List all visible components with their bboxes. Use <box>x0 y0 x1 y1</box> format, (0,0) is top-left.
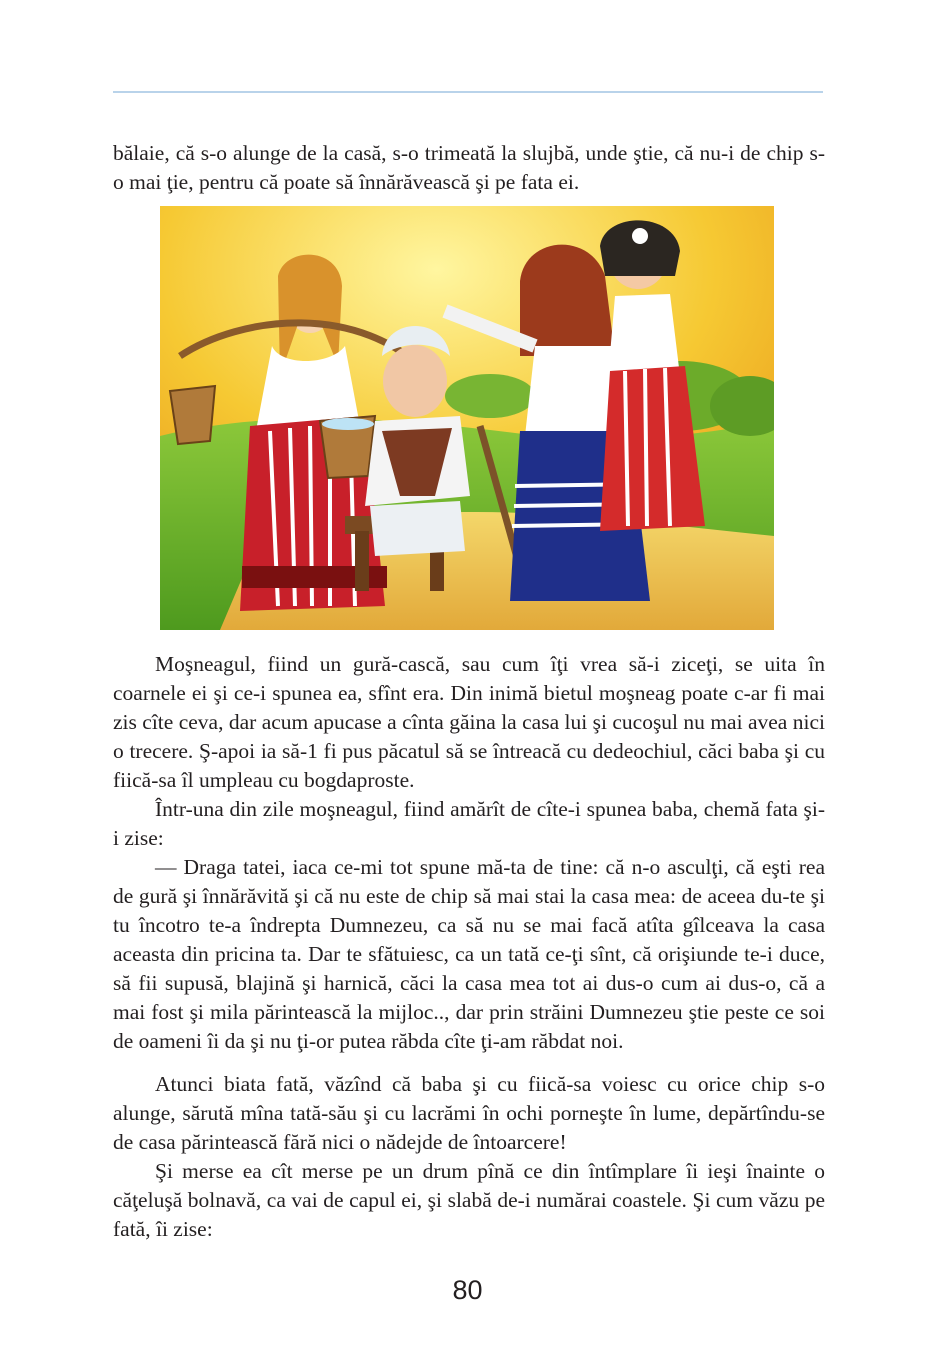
story-illustration <box>160 206 774 630</box>
paragraph-5: Atunci biata fată, văzînd că baba şi cu fiică-sa voiesc cu orice chip s-o alunge, sărută mîna tată-său şi cu lacrămi în ochi porneşte în lume, depărtîndu-se de casa părintească fără nici o nădejde de întoarcere! <box>113 1072 825 1154</box>
paragraph-4: — Draga tatei, iaca ce-mi tot spune mă-ta de tine: că n-o asculţi, că eşti rea de gură şi înnărăvită şi că nu este de chip să mai stai la casa mea: de aceea du-te şi tu încotro te-a îndrepta Dumnezeu, ca să nu se mai facă atîta gîlceava la casa aceasta din pricina ta. Dar te sfătuiesc, ca un tată ce-ţi sînt, că orişiunde te-i duce, să fii supusă, blajină şi harnică, căci la casa mea tot ai dus-o cum ai dus-o, că a mai fost şi mila părintească la mijloc.., dar prin străini Dumnezeu ştie peste ce soi de oameni îi da şi nu ţi-or putea răbda cîte ţi-am răbdat noi. <box>113 855 825 1053</box>
header-rule <box>113 91 823 93</box>
page-number: 80 <box>452 1275 483 1305</box>
paragraph-1: bălaie, că s-o alunge de la casă, s-o trimeată la slujbă, unde ştie, că nu-i de chip s-o mai ţie, pentru că poate să înnărăvească şi pe fata ei. <box>113 141 825 194</box>
paragraph-3: Într-una din zile moşneagul, fiind amărît de cîte-i spunea baba, chemă fata şi-i zise: <box>113 797 825 850</box>
paragraph-6: Şi merse ea cît merse pe un drum pînă ce din întîmplare îi ieşi înainte o căţeluşă bolnavă, ca vai de capul ei, şi slabă de-i numărai coastele. Şi cum văzu pe fată, îi zise: <box>113 1159 825 1241</box>
paragraph-2: Moşneagul, fiind un gură-cască, sau cum îţi vrea să-i ziceţi, se uita în coarnele ei şi ce-i spunea ea, sfînt era. Din inimă bietul moşneag poate c-ar fi mai zis cîte ceva, dar acum apucase a cînta găina la casa lui şi cucoşul nu mai avea nici o trecere. Ş-apoi ia să-1 fi pus păcatul să se întreacă cu dedeochiul, căci baba şi cu fiică-sa îl umpleau cu bogdaproste. <box>113 652 825 792</box>
